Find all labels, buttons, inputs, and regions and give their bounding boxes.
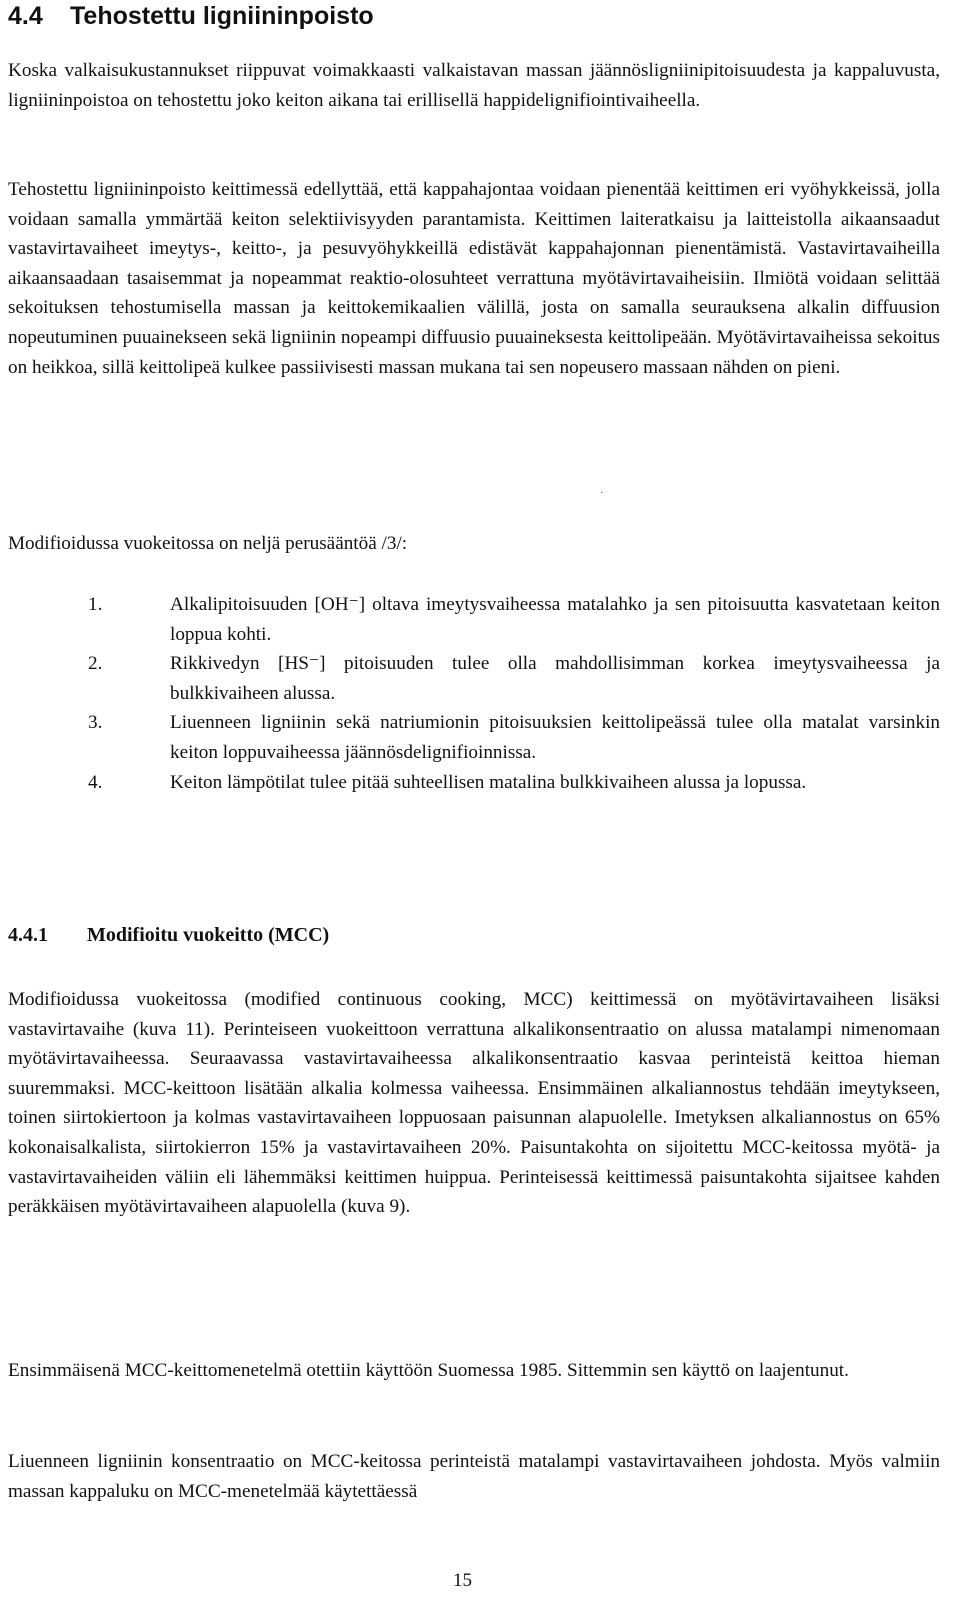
list-item xyxy=(88,590,940,649)
page-number: 15 xyxy=(453,1570,472,1591)
list-item-number: 4. xyxy=(88,771,103,793)
section-title: Tehostettu ligniininpoisto xyxy=(70,2,374,30)
section-heading xyxy=(8,2,374,31)
list-item xyxy=(88,708,940,767)
paragraph-mcc-lignin: Liuenneen ligniinin konsentraatio on MCC-keitossa perinteistä matalampi vastavirtavaiheen johdosta. Myös valmiin massan kappaluku on MCC-menetelmää käytettäessä xyxy=(8,1451,940,1502)
paragraph-mcc-description: Modifioidussa vuokeitossa (modified continuous cooking, MCC) keittimessä on myötävirtavaiheen lisäksi vastavirtavaihe (kuva 11). Perinteiseen vuokeittoon verrattuna alkalikonsentraatio on alussa matalampi nimenomaan myötävirtavaiheessa. Seuraavassa vastavirtavaiheessa alkalikonsentraatio kasvaa perinteistä keittoa hieman suuremmaksi. MCC-keittoon lisätään alkalia kolmessa vaiheessa. Ensimmäinen alkaliannostus tehdään imeytykseen, toinen siirtokiertoon ja kolmas vastavirtavaiheen loppuosaan paisunnan alapuolelle. Imetyksen alkaliannostus on 65% kokonaisalkalista, siirtokierron 15% ja vastavirtavaiheen 20%. Paisuntakohta on sijoitettu MCC-keitossa myötä- ja vastavirtavaiheiden väliin eli lähemmäksi keittimen huippua. Perinteisessä keittimessä paisuntakohta sijaitsee kahden peräkkäisen myötävirtavaiheen alapuolella (kuva 9). xyxy=(8,989,940,1218)
list-item xyxy=(88,649,940,708)
stray-mark: · xyxy=(600,488,604,499)
subsection-number: 4.4.1 xyxy=(8,924,48,946)
list-item-text: Rikkivedyn [HS⁻] pitoisuuden tulee olla mahdollisimman korkea imeytysvaiheessa ja bulkkivaiheen alussa. xyxy=(170,653,940,704)
list-item-text: Liuenneen ligniinin sekä natriumionin pitoisuuksien keittolipeässä tulee olla matalat varsinkin keiton loppuvaiheessa jäännösdelignifioinnissa. xyxy=(170,712,940,763)
list-item-text: Alkalipitoisuuden [OH⁻] oltava imeytysvaiheessa matalahko ja sen pitoisuutta kasvatetaan keiton loppua kohti. xyxy=(170,594,940,645)
list-item-number: 3. xyxy=(88,712,103,734)
paragraph-enhanced-delignification: Tehostettu ligniininpoisto keittimessä edellyttää, että kappahajontaa voidaan pienentää keittimen eri vyöhykkeissä, jolla voidaan samalla ymmärtää keiton selektiivisyyden parantamista. Keittimen laiteratkaisu ja laitteistolla aikaansaadut vastavirtavaiheet imeytys-, keitto-, ja pesuvyöhykkeillä edistävät kappahajonnan pienentämistä. Vastavirtavaiheilla aikaansaadaan tasaisemmat ja nopeammat reaktio-olosuhteet verrattuna myötävirtavaiheisiin. Ilmiötä voidaan selittää sekoituksen tehostumisella massan ja keittokemikaalien välillä, josta on samalla seurauksena alkalin diffuusion nopeutuminen puuainekseen sekä ligniinin nopeampi diffuusio puuaineksesta keittolipeään. Myötävirtavaiheissa sekoitus on heikkoa, sillä keittolipeä kulkee passiivisesti massan mukana tai sen nopeusero massaan nähden on pieni. xyxy=(8,179,940,378)
paragraph-intro: Koska valkaisukustannukset riippuvat voimakkaasti valkaistavan massan jäännösligniinipitoisuudesta ja kappaluvusta, ligniininpoistoa on tehostettu joko keiton aikana tai erillisellä happidelignifiointivaiheella. xyxy=(8,60,940,111)
paragraph-rules-intro: Modifioidussa vuokeitossa on neljä perusääntöä /3/: xyxy=(8,533,408,554)
list-item xyxy=(88,768,940,798)
subsection-heading xyxy=(8,924,329,947)
subsection-title: Modifioitu vuokeitto (MCC) xyxy=(87,924,330,946)
rules-list xyxy=(88,590,940,797)
section-number: 4.4 xyxy=(8,2,43,30)
paragraph-mcc-history: Ensimmäisenä MCC-keittomenetelmä otettiin käyttöön Suomessa 1985. Sittemmin sen käyttö on laajentunut. xyxy=(8,1360,849,1381)
list-item-text: Keiton lämpötilat tulee pitää suhteellisen matalina bulkkivaiheen alussa ja lopussa. xyxy=(170,771,807,793)
list-item-number: 2. xyxy=(88,653,103,675)
list-item-number: 1. xyxy=(88,594,103,615)
